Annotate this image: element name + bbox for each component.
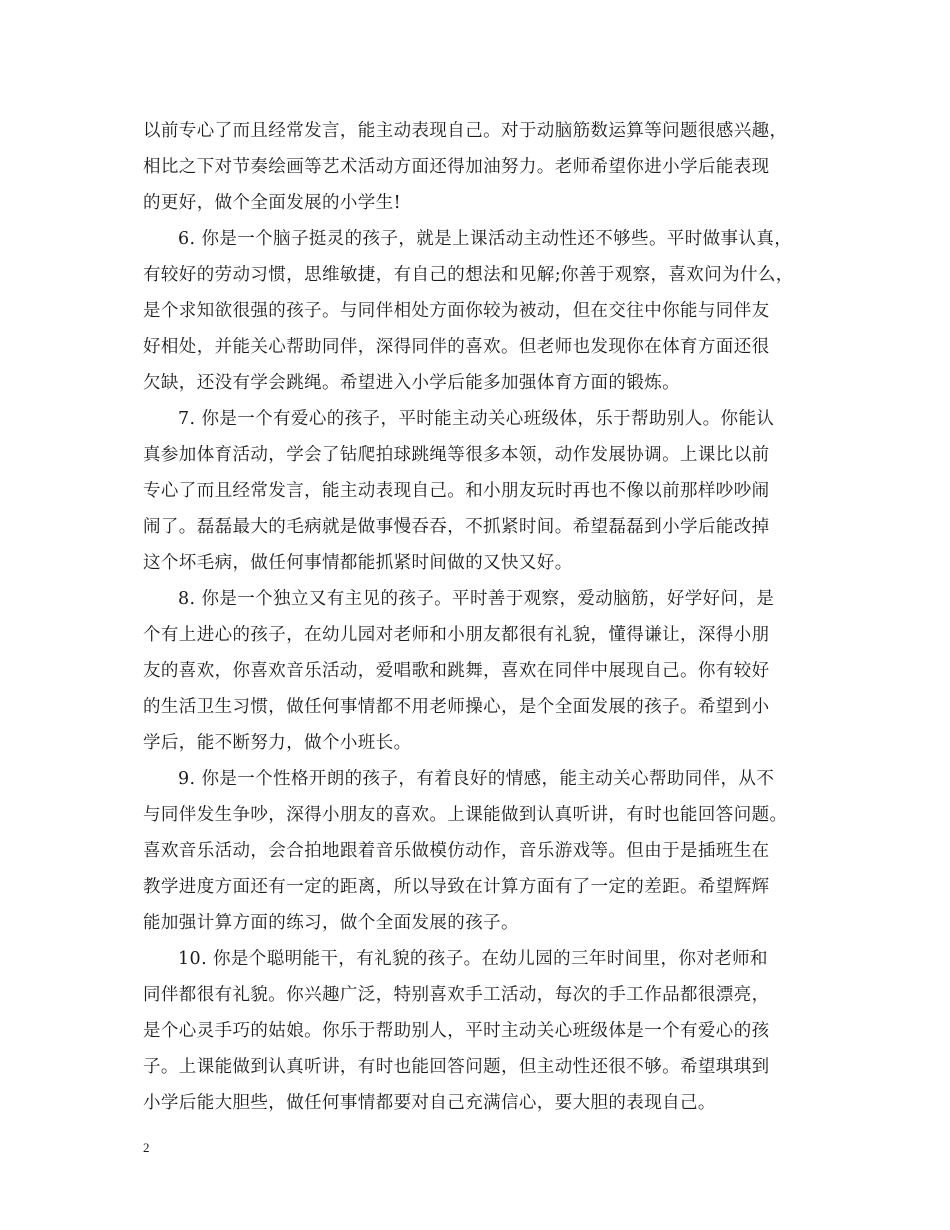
text-line: 真参加体育活动，学会了钻爬拍球跳绳等很多本领，动作发展协调。上课比以前 — [143, 445, 770, 465]
text-line: 学后，能不断努力，做个小班长。 — [143, 733, 412, 753]
text-line: 欠缺，还没有学会跳绳。希望进入小学后能多加强体育方面的锻炼。 — [143, 373, 680, 393]
paragraph-start-line: 6. 你是一个脑子挺灵的孩子，就是上课活动主动性还不够些。平时做事认真， — [178, 229, 793, 249]
page-number: 2 — [143, 1140, 150, 1155]
text-line: 同伴都很有礼貌。你兴趣广泛，特别喜欢手工活动，每次的手工作品都很漂亮， — [143, 985, 770, 1005]
text-line: 子。上课能做到认真听讲，有时也能回答问题，但主动性还很不够。希望琪琪到 — [143, 1057, 770, 1077]
text-line: 专心了而且经常发言，能主动表现自己。和小朋友玩时再也不像以前那样吵吵闹 — [143, 481, 770, 501]
text-line: 的更好，做个全面发展的小学生! — [143, 193, 402, 213]
paragraph-start-line: 10. 你是个聪明能干，有礼貌的孩子。在幼儿园的三年时间里，你对老师和 — [178, 949, 768, 969]
text-line: 个有上进心的孩子，在幼儿园对老师和小朋友都很有礼貌，懂得谦让，深得小朋 — [143, 625, 770, 645]
body-text — [143, 113, 823, 1121]
text-line: 闹了。磊磊最大的毛病就是做事慢吞吞，不抓紧时间。希望磊磊到小学后能改掉 — [143, 517, 770, 537]
text-line: 有较好的劳动习惯，思维敏捷，有自己的想法和见解;你善于观察，喜欢问为什么， — [143, 265, 794, 285]
text-line: 相比之下对节奏绘画等艺术活动方面还得加油努力。老师希望你进小学后能表现 — [143, 157, 770, 177]
text-line: 好相处，并能关心帮助同伴，深得同伴的喜欢。但老师也发现你在体育方面还很 — [143, 337, 770, 357]
text-line: 与同伴发生争吵，深得小朋友的喜欢。上课能做到认真听讲，有时也能回答问题。 — [143, 805, 788, 825]
text-line: 是个求知欲很强的孩子。与同伴相处方面你较为被动，但在交往中你能与同伴友 — [143, 301, 770, 321]
text-line: 教学进度方面还有一定的距离，所以导致在计算方面有了一定的差距。希望辉辉 — [143, 877, 770, 897]
paragraph-start-line: 9. 你是一个性格开朗的孩子，有着良好的情感，能主动关心帮助同伴，从不 — [178, 769, 775, 789]
text-line: 是个心灵手巧的姑娘。你乐于帮助别人，平时主动关心班级体是一个有爱心的孩 — [143, 1021, 770, 1041]
text-line: 小学后能大胆些，做任何事情都要对自己充满信心，要大胆的表现自己。 — [143, 1093, 716, 1113]
text-line: 友的喜欢，你喜欢音乐活动，爱唱歌和跳舞，喜欢在同伴中展现自己。你有较好 — [143, 661, 770, 681]
text-line: 的生活卫生习惯，做任何事情都不用老师操心，是个全面发展的孩子。希望到小 — [143, 697, 770, 717]
paragraph-start-line: 7. 你是一个有爱心的孩子，平时能主动关心班级体，乐于帮助别人。你能认 — [178, 409, 775, 429]
paragraph-start-line: 8. 你是一个独立又有主见的孩子。平时善于观察，爱动脑筋，好学好问，是 — [178, 589, 775, 609]
text-line: 能加强计算方面的练习，做个全面发展的孩子。 — [143, 913, 519, 933]
text-line: 这个坏毛病，做任何事情都能抓紧时间做的又快又好。 — [143, 553, 573, 573]
text-line: 喜欢音乐活动，会合拍地跟着音乐做模仿动作，音乐游戏等。但由于是插班生在 — [143, 841, 770, 861]
text-line: 以前专心了而且经常发言，能主动表现自己。对于动脑筋数运算等问题很感兴趣， — [143, 121, 788, 141]
